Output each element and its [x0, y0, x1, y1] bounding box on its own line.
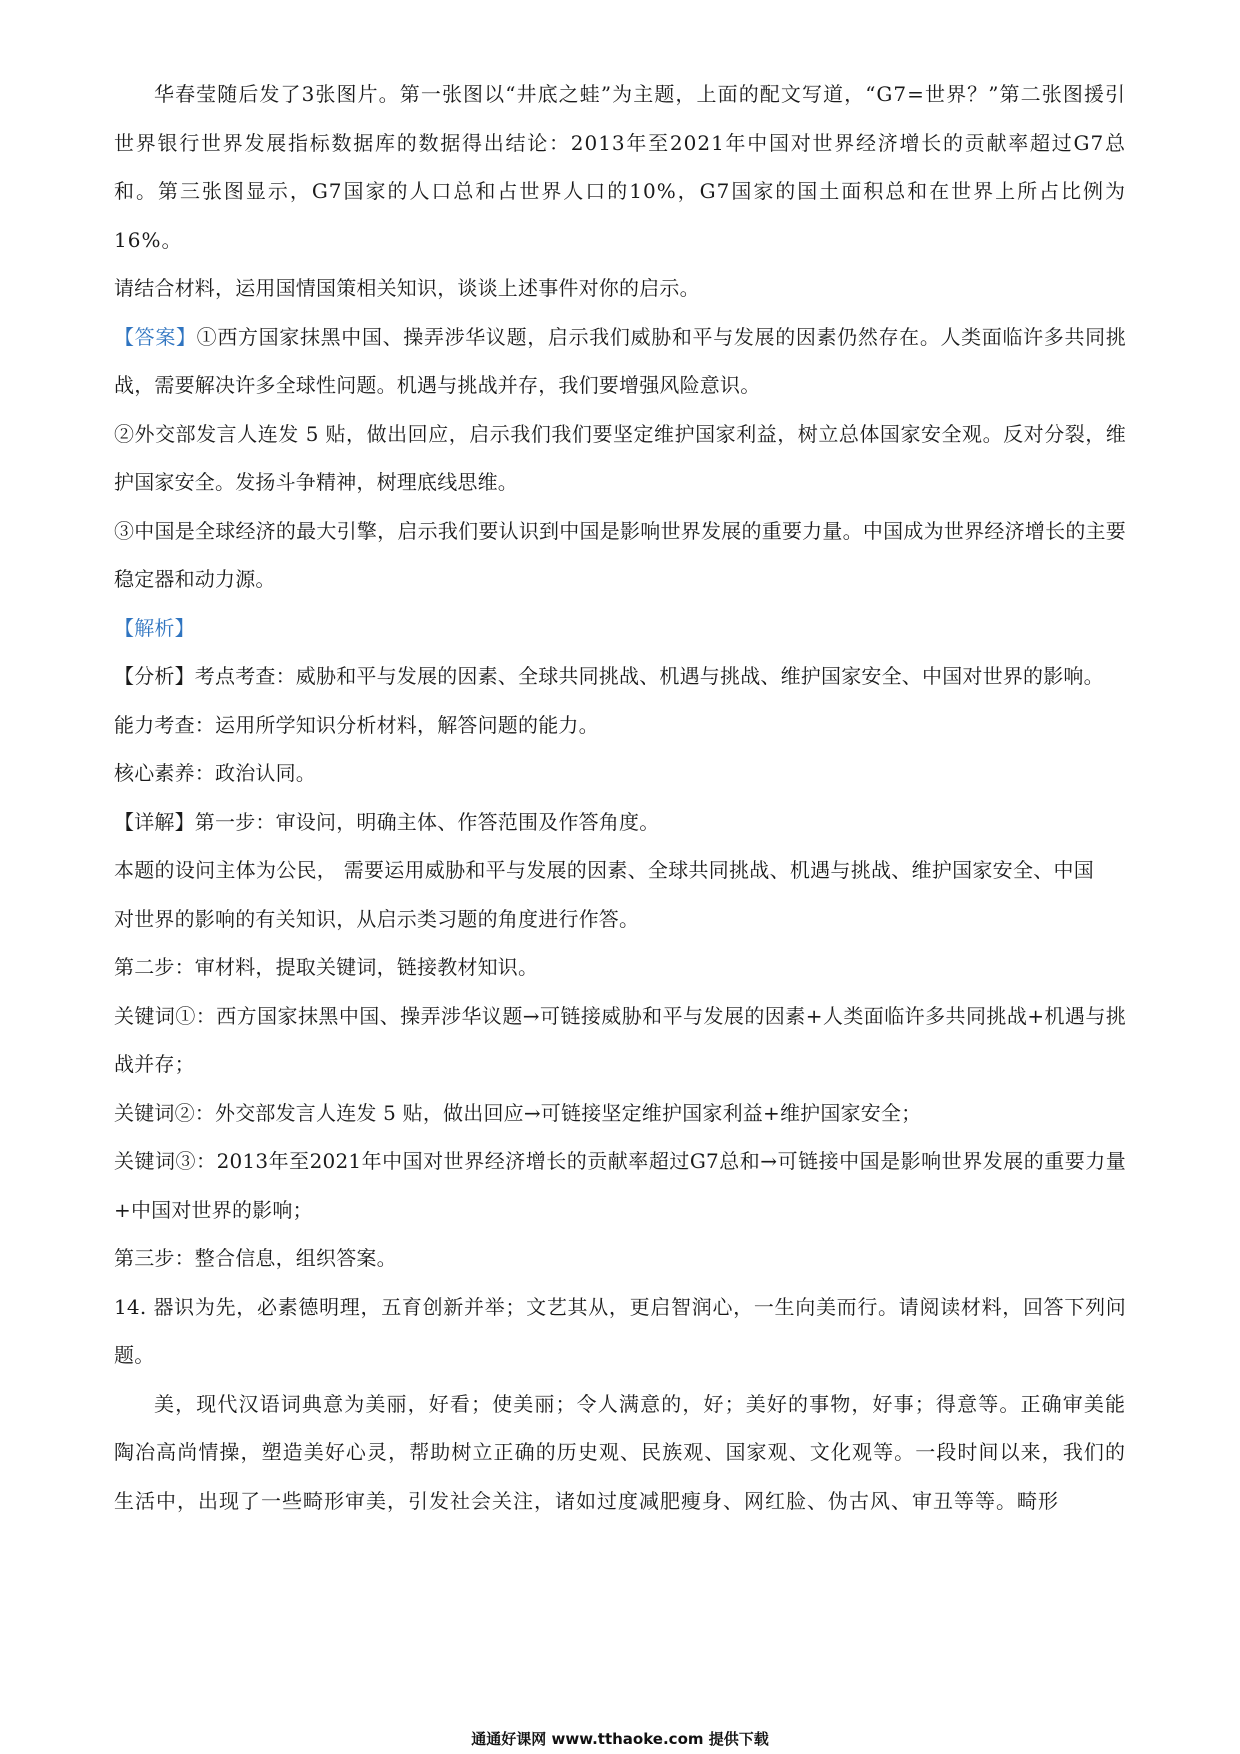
question-14: 14. 器识为先，必素德明理，五育创新并举；文艺其从，更启智润心，一生向美而行。请阅读材料，回答下列问题。 [114, 1294, 1126, 1367]
answer-paragraph-3: ③中国是全球经济的最大引擎，启示我们要认识到中国是影响世界发展的重要力量。中国成为世界经济增长的主要稳定器和动力源。 [114, 518, 1126, 591]
question-14-material: 美，现代汉语词典意为美丽，好看；使美丽；令人满意的，好；美好的事物，好事；得意等。正确审美能陶冶高尚情操，塑造美好心灵，帮助树立正确的历史观、民族观、国家观、文化观等。一段时间以来，我们的生活中，出现了一些畸形审美，引发社会关注，诸如过度减肥瘦身、网红脸、伪古风、审丑等等。畸形 [114, 1391, 1126, 1513]
analysis-ability: 能力考查：运用所学知识分析材料，解答问题的能力。 [114, 712, 599, 737]
detail-step-1: 【详解】第一步：审设问，明确主体、作答范围及作答角度。 [114, 809, 660, 834]
analysis-points: 【分析】考点考查：威胁和平与发展的因素、全球共同挑战、机遇与挑战、维护国家安全、中国对世界的影响。 [114, 664, 1104, 688]
keyword-2: 关键词②：外交部发言人连发 5 贴，做出回应→可链接坚定维护国家利益+维护国家安全； [114, 1100, 922, 1125]
keyword-3: 关键词③：2013年至2021年中国对世界经济增长的贡献率超过G7总和→可链接中国是影响世界发展的重要力量+中国对世界的影响； [114, 1149, 1126, 1222]
footer-watermark: 通通好课网 www.tthaoke.com 提供下载 [471, 1730, 769, 1748]
question-prompt: 请结合材料，运用国情国策相关知识，谈谈上述事件对你的启示。 [114, 276, 700, 300]
detail-step-3: 第三步：整合信息，组织答案。 [114, 1246, 397, 1270]
material-paragraph: 华春莹随后发了3张图片。第一张图以“井底之蛙”为主题，上面的配文写道，“G7=世界？”第二张图援引世界银行世界发展指标数据库的数据得出结论：2013年至2021年中国对世界经济增长的贡献率超过G7总和。第三张图显示，G7国家的人口总和占世界人口的10%，G7国家的国土面积总和在世界上所占比例为16%。 [114, 82, 1126, 252]
detail-step-2: 第二步：审材料，提取关键词，链接教材知识。 [114, 955, 539, 979]
analysis-tag: 【解析】 [114, 615, 195, 640]
answer-paragraph-2: ②外交部发言人连发 5 贴，做出回应，启示我们我们要坚定维护国家利益，树立总体国家安全观。反对分裂，维护国家安全。发扬斗争精神，树理底线思维。 [114, 421, 1126, 494]
page-content [114, 70, 1126, 1525]
keyword-1: 关键词①：西方国家抹黑中国、操弄涉华议题→可链接威胁和平与发展的因素+人类面临许多共同挑战+机遇与挑战并存； [114, 1003, 1126, 1076]
answer-tag: 【答案】 [114, 324, 197, 349]
answer-text-1: ①西方国家抹黑中国、操弄涉华议题，启示我们威胁和平与发展的因素仍然存在。人类面临许多共同挑战，需要解决许多全球性问题。机遇与挑战并存，我们要增强风险意识。 [114, 324, 1126, 397]
detail-subject: 本题的设问主体为公民， 需要运用威胁和平与发展的因素、全球共同挑战、机遇与挑战、维护国家安全、中国对世界的影响的有关知识，从启示类习题的角度进行作答。 [114, 858, 1094, 931]
answer-paragraph-1 [114, 313, 1126, 410]
analysis-literacy: 核心素养：政治认同。 [114, 761, 316, 785]
